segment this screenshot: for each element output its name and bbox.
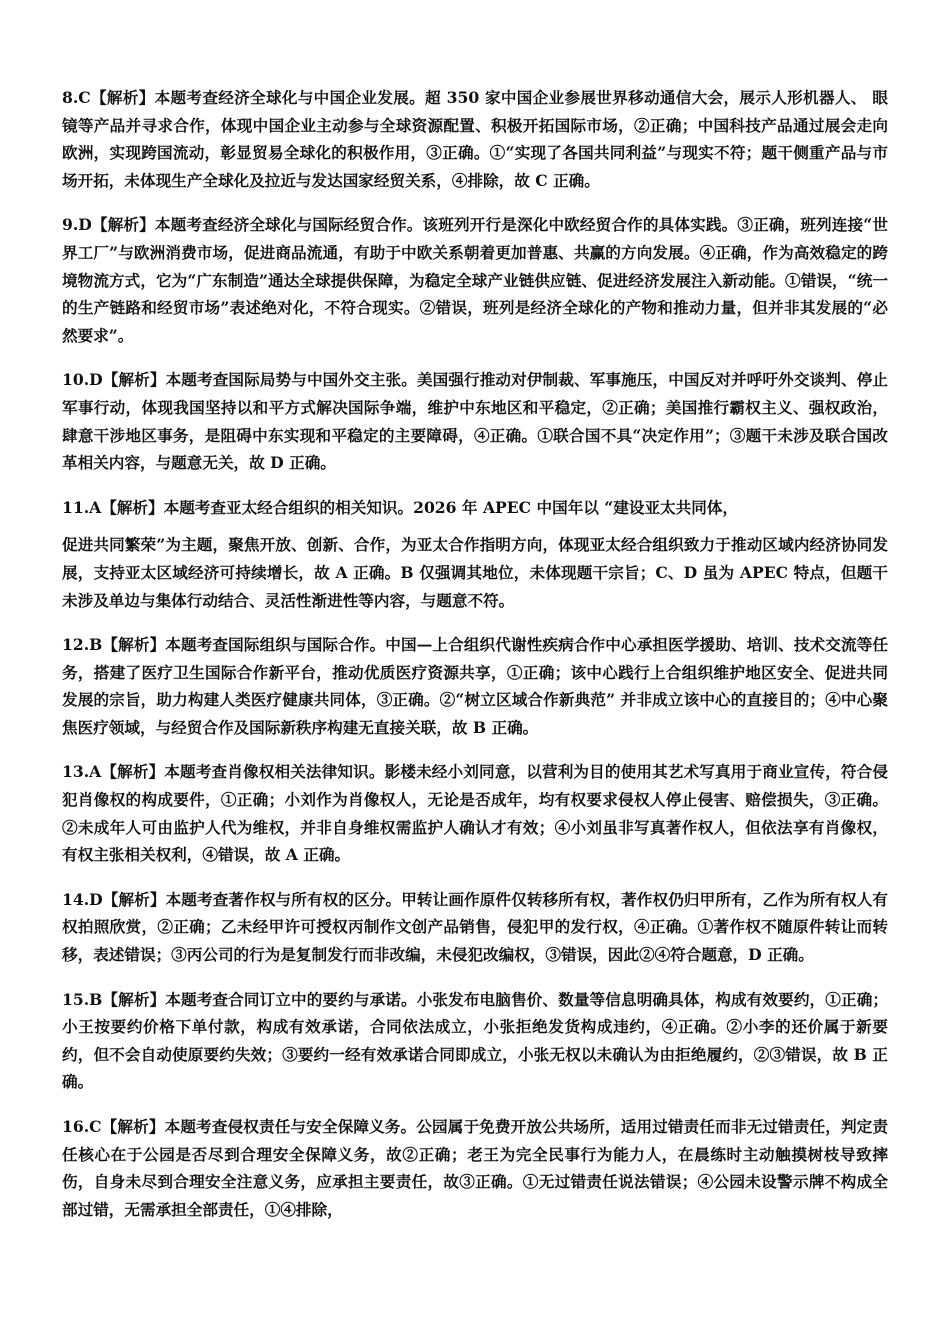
explanation-q15: 15.B【解析】本题考查合同订立中的要约与承诺。小张发布电脑售价、数量等信息明确具体，构成有效要约，①正确；小王按要约价格下单付款，构成有效承诺，合同依法成立，小张拒绝发货构成违约，④正确。②小李的还价属于新要约，但不会自动使原要约失效；③要约一经有效承诺合同即成立，小张无权以未确认为由拒绝履约，②③错误，故 B 正确。	[62, 989, 888, 1092]
answer-explanations	[62, 84, 894, 1223]
explanation-q11-cont: 促进共同繁荣”为主题，聚焦开放、创新、合作，为亚太合作指明方向，体现亚太经合组织致力于推动区域内经济协同发展，支持亚太区域经济可持续增长，故 A 正确。B 仅强调其地位，未体现题干宗旨；C、D 虽为 APEC 特点，但题干未涉及单边与集体行动结合、灵活性渐进性等内容，与题意不符。	[62, 535, 888, 610]
explanation-q8: 8.C【解析】本题考查经济全球化与中国企业发展。超 350 家中国企业参展世界移动通信大会，展示人形机器人、 眼镜等产品并寻求合作，体现中国企业主动参与全球资源配置、积极开拓国际市场，②正确；中国科技产品通过展会走向欧洲，实现跨国流动，彰显贸易全球化的积极作用，③正确。①“实现了各国共同利益”与现实不符；题干侧重产品与市场开拓，未体现生产全球化及拉近与发达国家经贸关系，④排除，故 C 正确。	[62, 88, 888, 190]
explanation-q13: 13.A【解析】本题考查肖像权相关法律知识。影楼未经小刘同意，以营利为目的使用其艺术写真用于商业宣传，符合侵犯肖像权的构成要件，①正确；小刘作为肖像权人，无论是否成年，均有权要求侵权人停止侵害、赔偿损失，③正确。②未成年人可由监护人代为维权，并非自身维权需监护人确认才有效；④小刘虽非写真著作权人，但依法享有肖像权，有权主张相关权利，④错误，故 A 正确。	[62, 762, 888, 865]
explanation-q9: 9.D【解析】本题考查经济全球化与国际经贸合作。该班列开行是深化中欧经贸合作的具体实践。③正确，班列连接“世界工厂”与欧洲消费市场，促进商品流通，有助于中欧关系朝着更加普惠、共赢的方向发展。④正确，作为高效稳定的跨境物流方式，它为“广东制造”通达全球提供保障，为稳定全球产业链供应链、促进经济发展注入新动能。①错误，“统一的生产链路和经贸市场”表述绝对化，不符合现实。②错误，班列是经济全球化的产物和推动力量，但并非其发展的“必然要求”。	[62, 215, 888, 345]
explanation-q16: 16.C【解析】本题考查侵权责任与安全保障义务。公园属于免费开放公共场所，适用过错责任而非无过错责任，判定责任核心在于公园是否尽到合理安全保障义务，故②正确；老王为完全民事行为能力人，在晨练时主动触摸树枝导致摔伤，自身未尽到合理安全注意义务，应承担主要责任，故③正确。①无过错责任说法错误；④公园未设警示牌不构成全部过错，无需承担全部责任，①④排除，	[62, 1117, 888, 1219]
explanation-q11-line1: 11.A【解析】本题考查亚太经合组织的相关知识。2026 年 APEC 中国年以 “建设亚太共同体，	[62, 497, 739, 517]
explanation-q12: 12.B【解析】本题考查国际组织与国际合作。中国—上合组织代谢性疾病合作中心承担医学援助、培训、技术交流等任务，搭建了医疗卫生国际合作新平台，推动优质医疗资源共享，①正确；该中心践行上合组织维护地区安全、促进共同发展的宗旨，助力构建人类医疗健康共同体，③正确。②“树立区域合作新典范” 并非成立该中心的直接目的；④中心聚焦医疗领域，与经贸合作及国际新秩序构建无直接关联，故 B 正确。	[62, 635, 888, 737]
explanation-q10: 10.D【解析】本题考查国际局势与中国外交主张。美国强行推动对伊制裁、军事施压，中国反对并呼吁外交谈判、停止军事行动，体现我国坚持以和平方式解决国际争端，维护中东地区和平稳定，②正确；美国推行霸权主义、强权政治， 肆意干涉地区事务，是阻碍中东实现和平稳定的主要障碍，④正确。①联合国不具“决定作用”；③题干未涉及联合国改革相关内容，与题意无关，故 D 正确。	[62, 370, 894, 473]
explanation-q14: 14.D【解析】本题考查著作权与所有权的区分。甲转让画作原件仅转移所有权，著作权仍归甲所有，乙作为所有权人有权拍照欣赏，②正确；乙未经甲许可授权丙制作文创产品销售，侵犯甲的发行权，④正确。①著作权不随原件转让而转移，表述错误；③丙公司的行为是复制发行而非改编，未侵犯改编权，③错误，因此②④符合题意，D 正确。	[62, 889, 888, 965]
